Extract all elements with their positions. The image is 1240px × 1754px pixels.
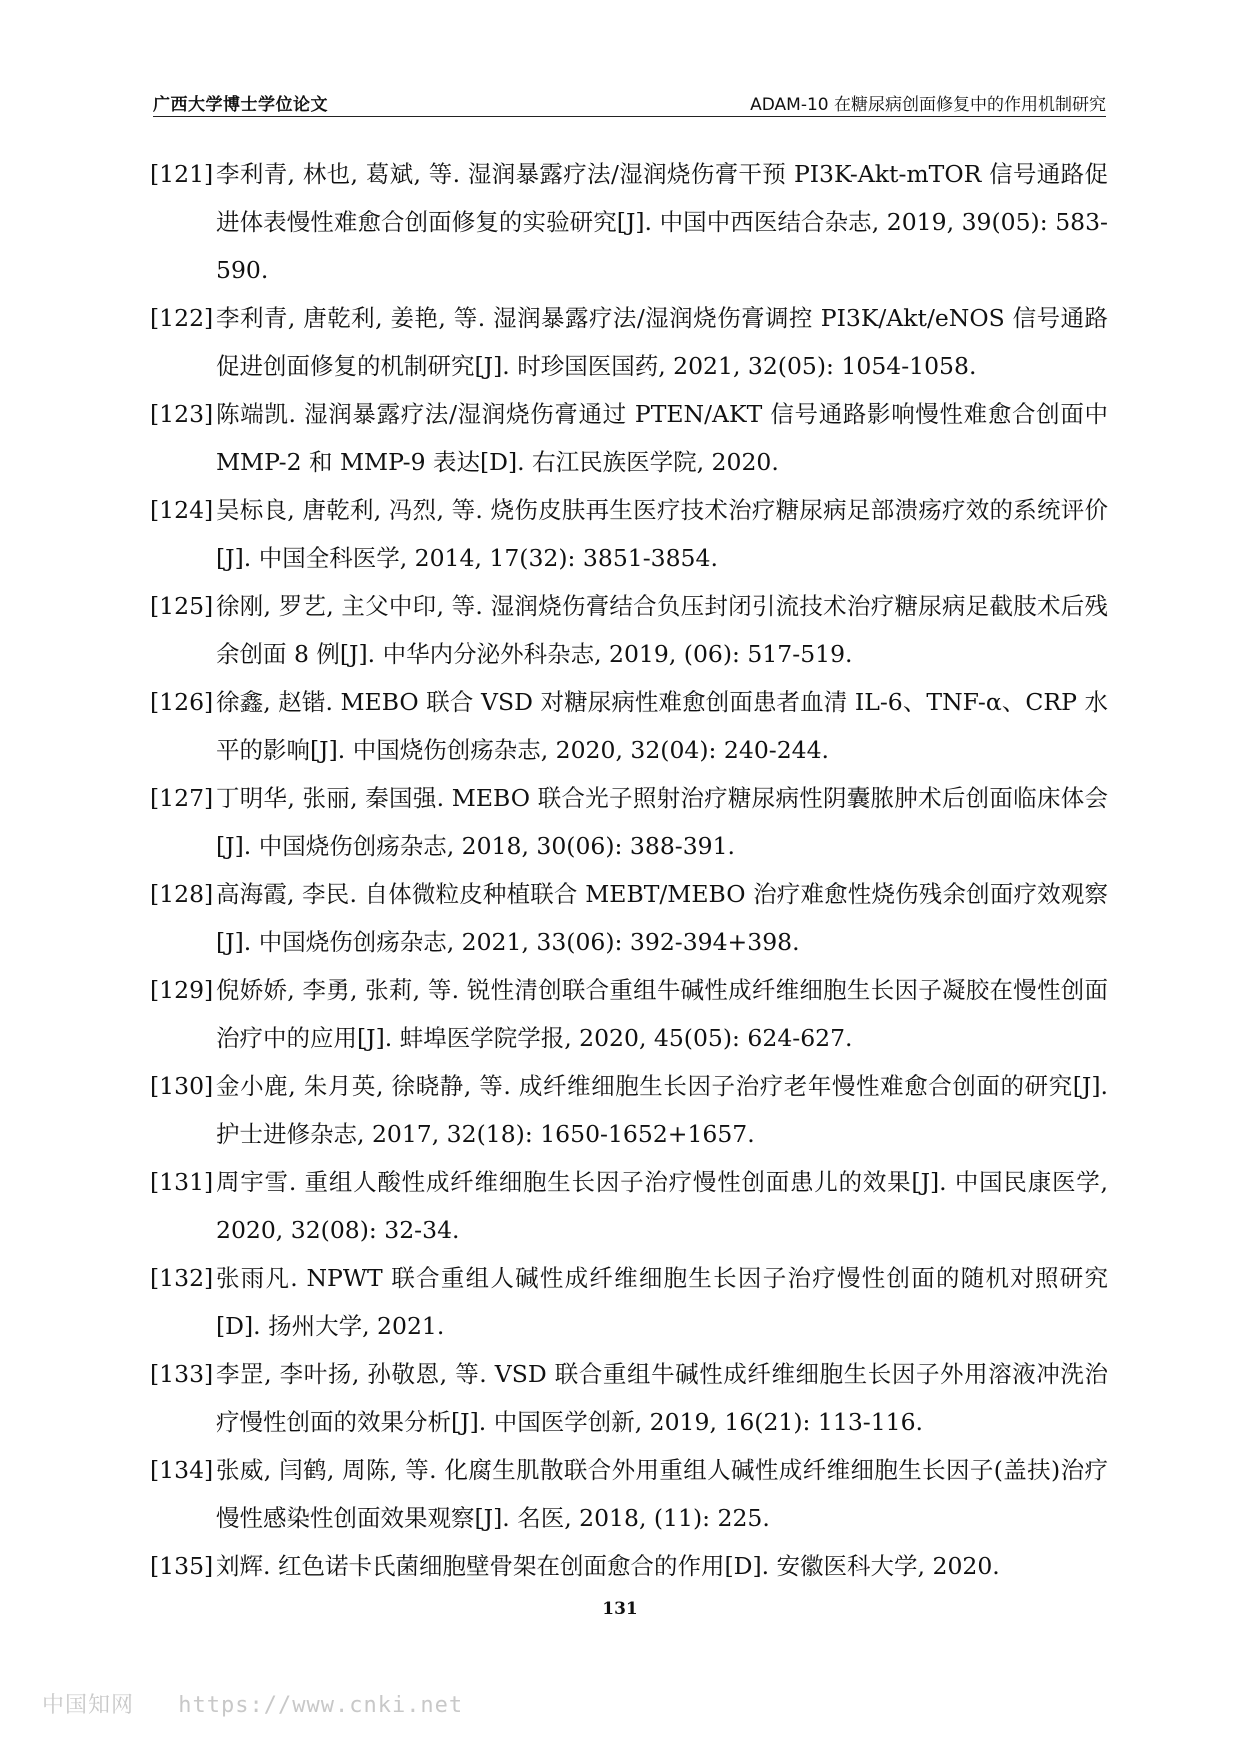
reference-text: 李罡, 李叶扬, 孙敬恩, 等. VSD 联合重组牛碱性成纤维细胞生长因子外用溶液冲洗治疗慢性创面的效果分析[J]. 中国医学创新, 2019, 16(21): 113-116. bbox=[216, 1360, 1108, 1436]
watermark-url: https://www.cnki.net bbox=[178, 1693, 464, 1718]
reference-text: 丁明华, 张丽, 秦国强. MEBO 联合光子照射治疗糖尿病性阴囊脓肿术后创面临床体会[J]. 中国烧伤创疡杂志, 2018, 30(06): 388-391. bbox=[216, 784, 1108, 860]
reference-item bbox=[150, 1158, 1108, 1254]
reference-item bbox=[150, 1542, 1108, 1590]
reference-item bbox=[150, 150, 1108, 294]
header-thesis-type: 广西大学博士学位论文 bbox=[153, 95, 328, 115]
reference-number: [134] bbox=[150, 1456, 214, 1484]
reference-text: 陈端凯. 湿润暴露疗法/湿润烧伤膏通过 PTEN/AKT 信号通路影响慢性难愈合创面中 MMP-2 和 MMP-9 表达[D]. 右江民族医学院, 2020. bbox=[216, 400, 1108, 476]
reference-item bbox=[150, 582, 1108, 678]
reference-item bbox=[150, 1062, 1108, 1158]
reference-item bbox=[150, 294, 1108, 390]
reference-item bbox=[150, 1350, 1108, 1446]
reference-number: [123] bbox=[150, 400, 214, 428]
reference-item bbox=[150, 486, 1108, 582]
reference-item bbox=[150, 390, 1108, 486]
reference-list bbox=[150, 150, 1108, 1590]
reference-item bbox=[150, 774, 1108, 870]
reference-number: [127] bbox=[150, 784, 214, 812]
cnki-watermark bbox=[42, 1688, 463, 1719]
reference-number: [128] bbox=[150, 880, 214, 908]
reference-number: [135] bbox=[150, 1552, 214, 1580]
reference-text: 刘辉. 红色诺卡氏菌细胞壁骨架在创面愈合的作用[D]. 安徽医科大学, 2020. bbox=[216, 1552, 1000, 1580]
reference-number: [129] bbox=[150, 976, 214, 1004]
reference-number: [121] bbox=[150, 160, 214, 188]
reference-number: [130] bbox=[150, 1072, 214, 1100]
reference-item bbox=[150, 966, 1108, 1062]
page-number: 131 bbox=[602, 1599, 638, 1619]
reference-number: [133] bbox=[150, 1360, 214, 1388]
reference-number: [122] bbox=[150, 304, 214, 332]
running-header bbox=[153, 88, 1106, 117]
reference-text: 张雨凡. NPWT 联合重组人碱性成纤维细胞生长因子治疗慢性创面的随机对照研究[D]. 扬州大学, 2021. bbox=[216, 1264, 1108, 1340]
reference-item bbox=[150, 678, 1108, 774]
reference-text: 张威, 闫鹤, 周陈, 等. 化腐生肌散联合外用重组人碱性成纤维细胞生长因子(盖扶)治疗慢性感染性创面效果观察[J]. 名医, 2018, (11): 225. bbox=[216, 1456, 1108, 1532]
reference-number: [131] bbox=[150, 1168, 214, 1196]
reference-number: [125] bbox=[150, 592, 214, 620]
reference-item bbox=[150, 1446, 1108, 1542]
reference-text: 徐刚, 罗艺, 主父中印, 等. 湿润烧伤膏结合负压封闭引流技术治疗糖尿病足截肢术后残余创面 8 例[J]. 中华内分泌外科杂志, 2019, (06): 517-519. bbox=[216, 592, 1108, 668]
reference-text: 倪娇娇, 李勇, 张莉, 等. 锐性清创联合重组牛碱性成纤维细胞生长因子凝胶在慢性创面治疗中的应用[J]. 蚌埠医学院学报, 2020, 45(05): 624-627. bbox=[216, 976, 1108, 1052]
reference-text: 金小鹿, 朱月英, 徐晓静, 等. 成纤维细胞生长因子治疗老年慢性难愈合创面的研究[J]. 护士进修杂志, 2017, 32(18): 1650-1652+1657. bbox=[216, 1072, 1108, 1148]
reference-text: 徐鑫, 赵锴. MEBO 联合 VSD 对糖尿病性难愈创面患者血清 IL-6、TNF-α、CRP 水平的影响[J]. 中国烧伤创疡杂志, 2020, 32(04): 240-244. bbox=[216, 688, 1108, 764]
header-thesis-title: ADAM-10 在糖尿病创面修复中的作用机制研究 bbox=[750, 95, 1106, 115]
reference-item bbox=[150, 1254, 1108, 1350]
watermark-brand: 中国知网 bbox=[42, 1693, 135, 1718]
reference-text: 吴标良, 唐乾利, 冯烈, 等. 烧伤皮肤再生医疗技术治疗糖尿病足部溃疡疗效的系统评价[J]. 中国全科医学, 2014, 17(32): 3851-3854. bbox=[216, 496, 1108, 572]
reference-text: 李利青, 唐乾利, 姜艳, 等. 湿润暴露疗法/湿润烧伤膏调控 PI3K/Akt/eNOS 信号通路促进创面修复的机制研究[J]. 时珍国医国药, 2021, 32(05): 1054-1058. bbox=[216, 304, 1108, 380]
reference-number: [126] bbox=[150, 688, 214, 716]
reference-number: [132] bbox=[150, 1264, 214, 1292]
reference-text: 李利青, 林也, 葛斌, 等. 湿润暴露疗法/湿润烧伤膏干预 PI3K-Akt-mTOR 信号通路促进体表慢性难愈合创面修复的实验研究[J]. 中国中西医结合杂志, 2019, 39(05): 583-590. bbox=[216, 160, 1108, 284]
reference-number: [124] bbox=[150, 496, 214, 524]
reference-text: 高海霞, 李民. 自体微粒皮种植联合 MEBT/MEBO 治疗难愈性烧伤残余创面疗效观察[J]. 中国烧伤创疡杂志, 2021, 33(06): 392-394+398. bbox=[216, 880, 1108, 956]
reference-text: 周宇雪. 重组人酸性成纤维细胞生长因子治疗慢性创面患儿的效果[J]. 中国民康医学, 2020, 32(08): 32-34. bbox=[216, 1168, 1108, 1244]
reference-item bbox=[150, 870, 1108, 966]
